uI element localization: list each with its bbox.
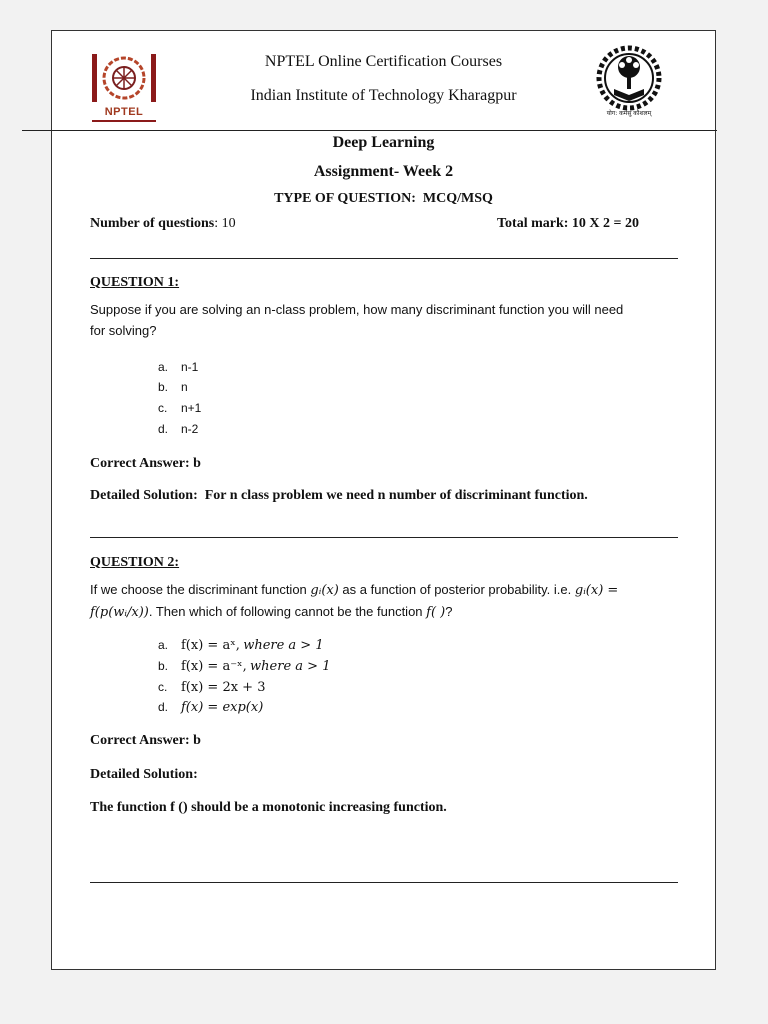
course-title: Deep Learning	[332, 134, 435, 151]
question-2-solution-label: Detailed Solution:	[90, 767, 198, 782]
option-letter: b.	[158, 659, 169, 673]
question-1-solution: Detailed Solution: For n class problem we need n number of discriminant function.	[90, 488, 588, 503]
option-letter: d.	[158, 700, 169, 714]
question-2-option-b	[158, 659, 330, 674]
iit-kgp-logo	[596, 45, 662, 121]
option-prefix: f(x) = 2x + 3	[181, 680, 266, 695]
num-questions-value: : 10	[214, 216, 236, 231]
question-2-heading: QUESTION 2:	[90, 555, 180, 570]
question-2-answer: Correct Answer: b	[90, 733, 201, 748]
option-letter: c.	[158, 401, 168, 415]
num-questions-label: Number of questions	[90, 216, 215, 231]
question-1-option-c	[158, 401, 201, 415]
option-letter: b.	[158, 380, 169, 394]
total-mark: Total mark: 10 X 2 = 20	[497, 216, 640, 231]
option-text: n	[181, 380, 188, 394]
section-divider-2	[90, 537, 678, 538]
iit-kgp-emblem	[596, 45, 662, 111]
header-divider	[22, 130, 717, 131]
option-prefix: f(x) = a⁻ˣ,	[181, 659, 247, 674]
option-letter: c.	[158, 680, 168, 694]
option-prefix: f(x) = aˣ,	[181, 638, 240, 653]
option-letter: a.	[158, 360, 169, 374]
assignment-week: Assignment- Week 2	[313, 163, 454, 180]
option-suffix: where a > 1	[250, 659, 331, 674]
option-text: n+1	[181, 401, 202, 415]
header-line-2: Indian Institute of Technology Kharagpur	[250, 87, 517, 104]
question-2-line-2	[90, 601, 680, 623]
option-text: n-1	[181, 360, 199, 374]
option-letter: a.	[158, 638, 169, 652]
q2-line2-part-b: . Then which of following cannot be the function	[148, 604, 427, 619]
q2-line1-math-2: gᵢ(x) =	[574, 583, 619, 598]
question-1-option-d	[158, 422, 198, 436]
header-line-1: NPTEL Online Certification Courses	[264, 53, 503, 70]
q2-line2-part-c: ?	[445, 604, 453, 619]
question-2-line-1	[90, 579, 680, 601]
q2-line1-part-a: If we choose the discriminant function	[90, 582, 311, 597]
question-2-solution: The function f () should be a monotonic increasing function.	[90, 800, 447, 815]
nptel-logo-label: NPTEL	[104, 106, 144, 118]
question-2-option-d	[158, 700, 263, 715]
question-2-option-c	[158, 680, 265, 695]
option-suffix: where a > 1	[243, 638, 324, 653]
option-letter: d.	[158, 422, 169, 436]
section-divider-1	[90, 258, 678, 259]
question-1-answer: Correct Answer: b	[90, 456, 201, 471]
question-1-line-1: Suppose if you are solving an n-class problem, how many discriminant function you will need	[90, 302, 624, 317]
question-1-option-a	[158, 360, 198, 374]
question-type: TYPE OF QUESTION: MCQ/MSQ	[274, 191, 493, 206]
question-1-heading: QUESTION 1:	[90, 275, 180, 290]
q2-line2-math: f(p(wᵢ/x))	[90, 605, 149, 620]
question-1-text	[90, 299, 680, 341]
question-2-text	[90, 579, 680, 623]
option-suffix: f(x) = exp(x)	[181, 700, 264, 715]
question-1-line-2: for solving?	[90, 323, 157, 338]
iit-kgp-motto: योग: कर्मसु कौशलम्	[606, 110, 652, 117]
document-page	[51, 30, 716, 970]
question-2-option-a	[158, 638, 324, 653]
option-text: n-2	[181, 422, 199, 436]
q2-line1-math: gᵢ(x)	[310, 583, 339, 598]
number-of-questions	[90, 216, 236, 232]
section-divider-3	[90, 882, 678, 883]
q2-line2-math-2: f( )	[426, 605, 446, 620]
question-1-option-b	[158, 380, 188, 394]
q2-line1-part-b: as a function of posterior probability. i.e.	[338, 582, 575, 597]
